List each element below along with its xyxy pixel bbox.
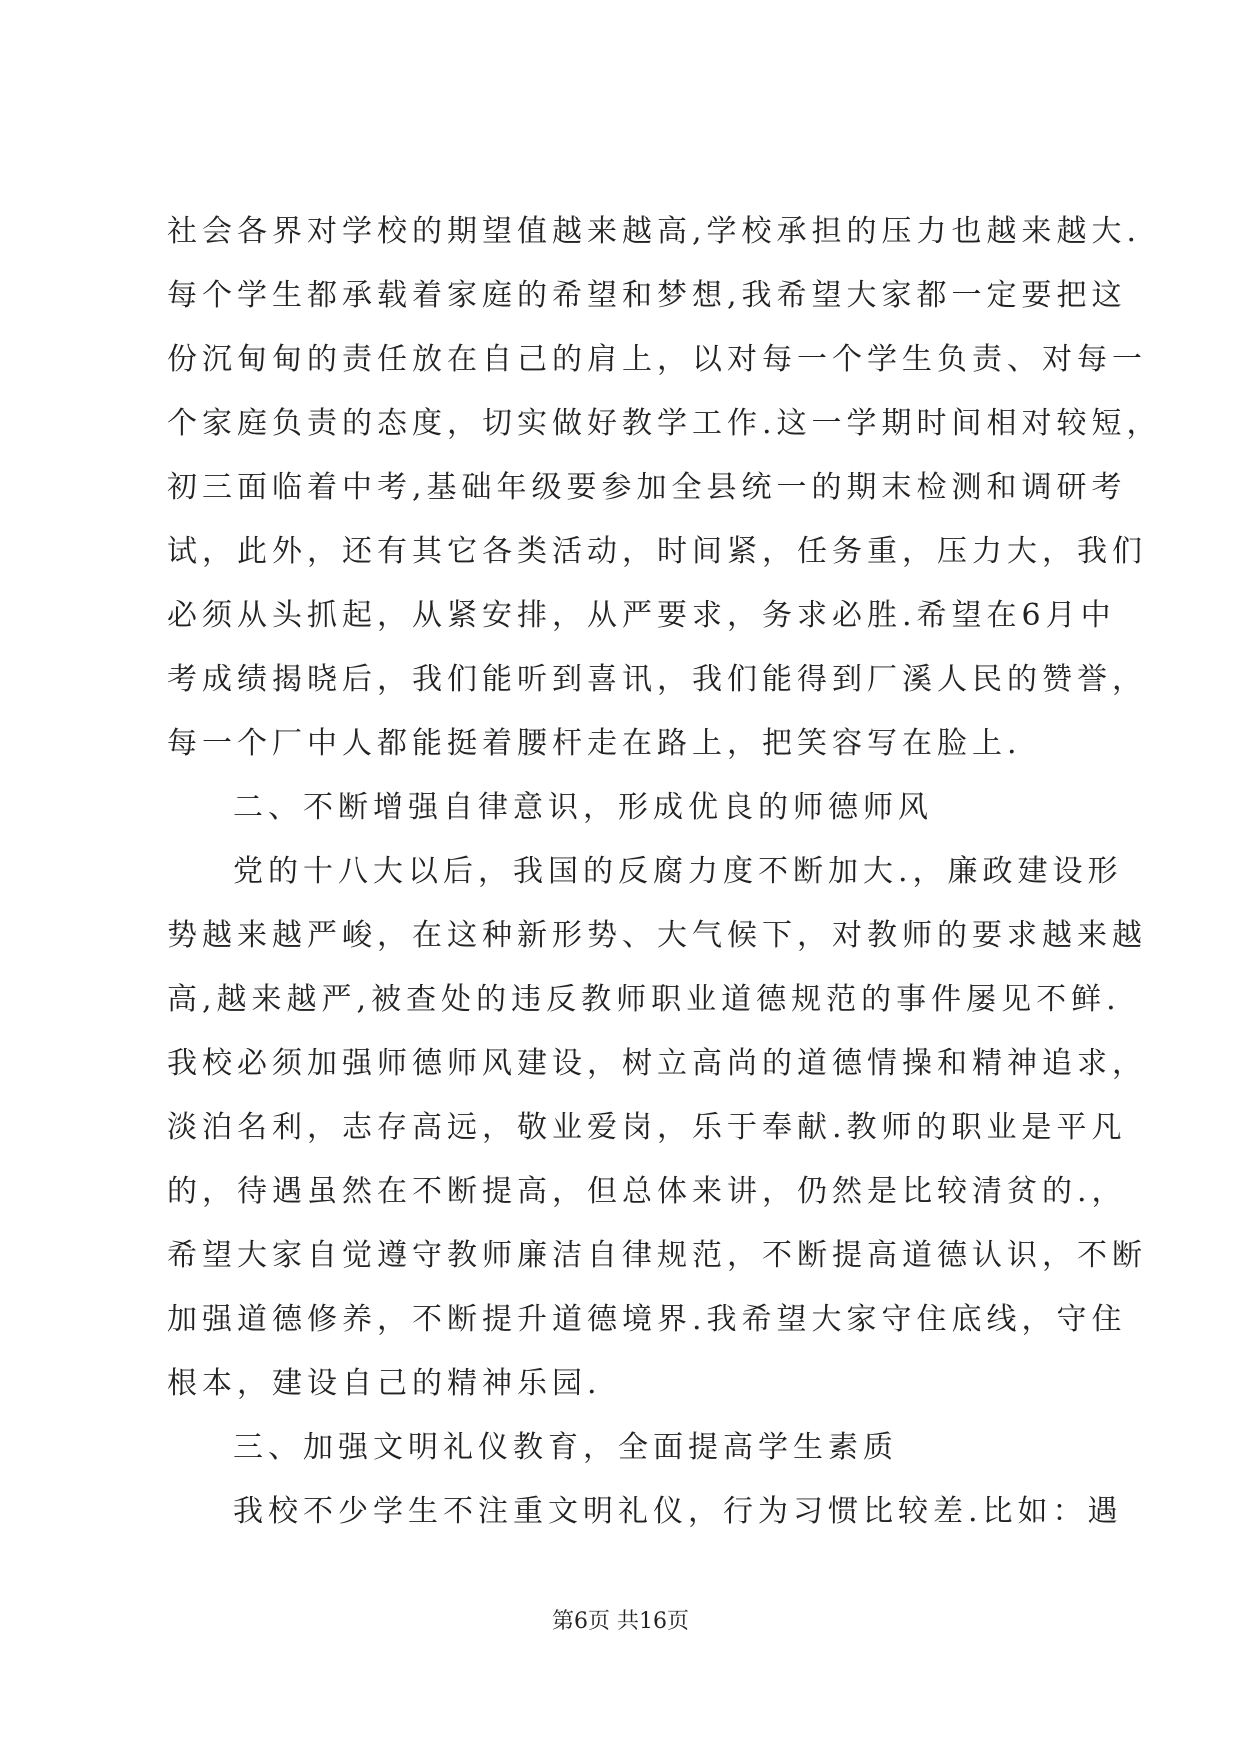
paragraph-line: 每个学生都承载着家庭的希望和梦想,我希望大家都一定要把这 bbox=[167, 278, 1127, 313]
paragraph-line: 必须从头抓起，从紧安排，从严要求，务求必胜.希望在6月中 bbox=[167, 598, 1116, 633]
paragraph-line: 初三面临着中考,基础年级要参加全县统一的期末检测和调研考 bbox=[167, 470, 1127, 505]
paragraph-line: 高,越来越严,被查处的违反教师职业道德规范的事件屡见不鲜. bbox=[167, 982, 1121, 1017]
page-number-footer: 第6页 共16页 bbox=[552, 1609, 689, 1634]
paragraph-line: 社会各界对学校的期望值越来越高,学校承担的压力也越来越大. bbox=[167, 214, 1142, 249]
section-heading: 二、不断增强自律意识，形成优良的师德师风 bbox=[233, 790, 933, 825]
paragraph-line: 考成绩揭晓后，我们能听到喜讯，我们能得到厂溪人民的赞誉， bbox=[167, 662, 1147, 697]
paragraph-line: 个家庭负责的态度，切实做好教学工作.这一学期时间相对较短， bbox=[167, 406, 1162, 441]
paragraph-line: 的，待遇虽然在不断提高，但总体来讲，仍然是比较清贫的.， bbox=[167, 1174, 1127, 1209]
paragraph-line: 加强道德修养，不断提升道德境界.我希望大家守住底线，守住 bbox=[167, 1302, 1127, 1337]
paragraph-line: 根本，建设自己的精神乐园. bbox=[167, 1366, 602, 1401]
paragraph-line: 我校不少学生不注重文明礼仪，行为习惯比较差.比如：遇 bbox=[233, 1494, 1123, 1529]
paragraph-line: 份沉甸甸的责任放在自己的肩上，以对每一个学生负责、对每一 bbox=[167, 342, 1147, 377]
paragraph-line: 每一个厂中人都能挺着腰杆走在路上，把笑容写在脸上. bbox=[167, 726, 1022, 761]
paragraph-line: 淡泊名利，志存高远，敬业爱岗，乐于奉献.教师的职业是平凡 bbox=[167, 1110, 1127, 1145]
paragraph-line: 希望大家自觉遵守教师廉洁自律规范，不断提高道德认识，不断 bbox=[167, 1238, 1147, 1273]
paragraph-line: 试，此外，还有其它各类活动，时间紧，任务重，压力大，我们 bbox=[167, 534, 1147, 569]
paragraph-line: 党的十八大以后，我国的反腐力度不断加大.，廉政建设形 bbox=[233, 854, 1123, 889]
paragraph-line: 我校必须加强师德师风建设，树立高尚的道德情操和精神追求， bbox=[167, 1046, 1147, 1081]
section-heading: 三、加强文明礼仪教育，全面提高学生素质 bbox=[233, 1430, 898, 1465]
paragraph-line: 势越来越严峻，在这种新形势、大气候下，对教师的要求越来越 bbox=[167, 918, 1147, 953]
